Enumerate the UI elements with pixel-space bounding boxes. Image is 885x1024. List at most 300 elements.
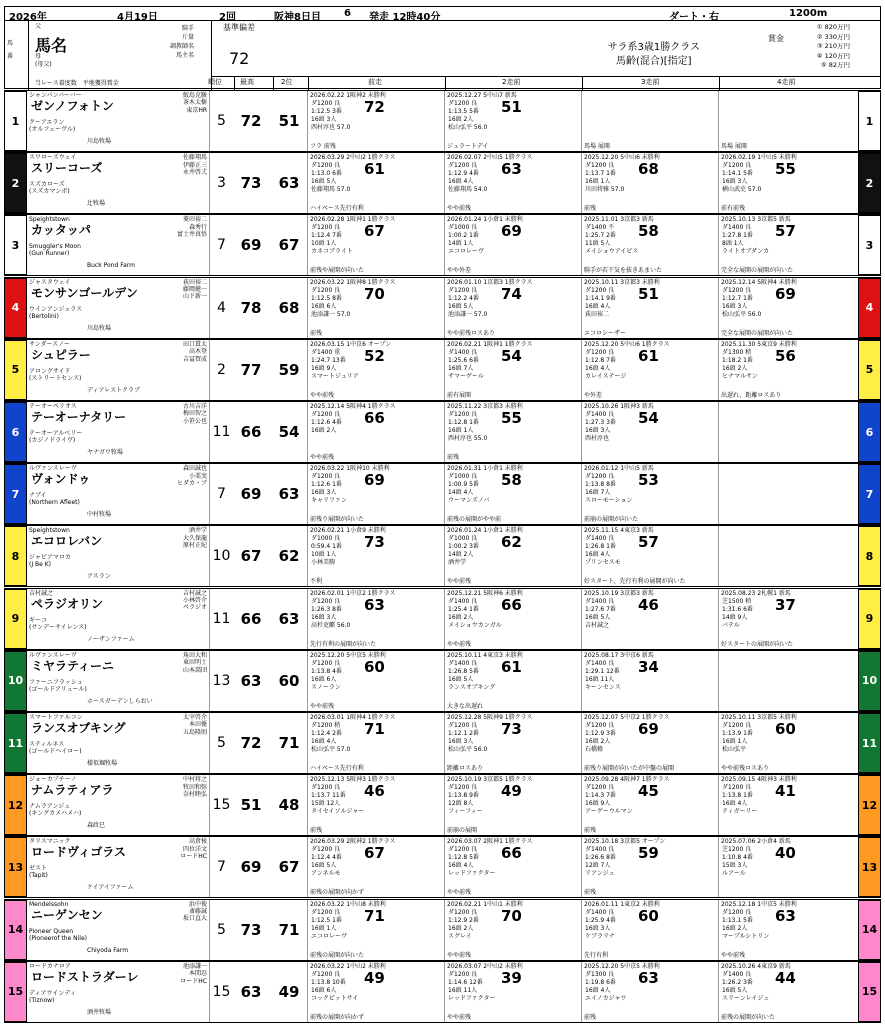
past-race-4[interactable] <box>718 526 855 586</box>
race-line-1: ダ1400 良 <box>585 411 615 418</box>
race-line-4: 松山弘平 56.0 <box>448 124 488 131</box>
race-head: 2025.11.22 3京都3 未勝利 <box>447 403 523 410</box>
horse-row[interactable] <box>4 712 881 774</box>
past-race-1[interactable] <box>307 775 444 835</box>
race-head: 2026.03.07 2中山2 未勝利 <box>447 962 523 970</box>
race-line-2: 1:25.7 2番 <box>585 232 616 240</box>
race-comment: やや外差 <box>447 267 472 275</box>
breeder-name: ディアレストクラブ <box>87 386 140 394</box>
sire-name: Mendelssohn <box>29 900 69 908</box>
past-race-2[interactable] <box>444 526 581 586</box>
past-race-3[interactable] <box>581 900 718 960</box>
dam-name: ウインアンジェラス <box>29 305 83 313</box>
race-score: 54 <box>501 346 522 365</box>
gate-number-right: 14 <box>858 900 881 960</box>
race-line-2: 1:24.7 13番 <box>311 356 346 364</box>
race-score: 49 <box>501 782 522 801</box>
base-value: 72 <box>229 49 250 68</box>
horse-row[interactable] <box>4 588 881 650</box>
past-race-2[interactable] <box>444 837 581 897</box>
past-race-3[interactable] <box>581 215 718 275</box>
race-head: 2026.02.01 1中京2 1勝クラス <box>310 589 396 597</box>
race-comment: やや前残ロスあり <box>721 765 770 772</box>
race-comment: や外差 <box>584 391 603 399</box>
breeder-name: ケイアイファーム <box>87 884 134 892</box>
race-line-4: 横山武史 57.0 <box>722 186 762 194</box>
past-race-2[interactable] <box>444 651 581 711</box>
past-race-3[interactable] <box>581 340 718 400</box>
horse-row[interactable] <box>4 525 881 587</box>
dam-name: アロングサイド <box>29 367 71 375</box>
horse-name[interactable]: ロードストラダーレ <box>31 969 139 984</box>
race-line-3: 16頭 1人 <box>585 178 611 186</box>
race-line-3: 16頭 5人 <box>311 178 337 186</box>
gate-number-right: 11 <box>858 713 881 773</box>
past-race-1[interactable] <box>307 713 444 773</box>
race-score: 53 <box>638 471 659 490</box>
horse-row[interactable] <box>4 836 881 898</box>
horse-row[interactable] <box>4 277 881 339</box>
race-line-3: 16頭 6人 <box>311 986 337 994</box>
race-line-1: ダ1400 不 <box>585 224 615 232</box>
label-damsire: (母父) <box>35 61 52 68</box>
race-line-4: アンネルモ <box>311 870 341 878</box>
race-comment: 前残 <box>310 329 323 337</box>
horse-info <box>27 775 210 835</box>
rank-value: 13 <box>212 672 231 689</box>
horse-info <box>27 900 210 960</box>
race-line-1: ダ1300 良 <box>585 970 615 978</box>
race-head: 2026.01.24 1小倉1 未勝利 <box>447 527 523 535</box>
dam-name: Smuggler's Moon <box>29 243 81 251</box>
best-score: 72 <box>240 112 262 130</box>
past-race-1[interactable] <box>307 589 444 649</box>
past-race-2[interactable] <box>444 340 581 400</box>
race-line-3: 15頭 12人 <box>311 800 341 808</box>
second-score: 59 <box>278 360 300 379</box>
past-race-2[interactable] <box>444 900 581 960</box>
best-score: 66 <box>240 423 262 441</box>
past-race-1[interactable] <box>307 91 444 151</box>
race-line-3: 14頭 9人 <box>722 613 748 621</box>
race-line-1: ダ1200 良 <box>311 970 341 978</box>
past-race-4[interactable] <box>718 775 855 835</box>
past-race-1[interactable] <box>307 464 444 524</box>
past-race-2[interactable] <box>444 153 581 213</box>
race-line-3: 16頭 4人 <box>585 364 611 372</box>
gate-number-right: 2 <box>858 153 881 213</box>
race-line-4: ウーマンズノバ <box>448 497 490 505</box>
race-score: 63 <box>638 968 659 987</box>
race-line-3: 16頭 7人 <box>585 489 611 497</box>
past-race-3[interactable] <box>581 837 718 897</box>
race-line-1: ダ1200 良 <box>311 162 341 170</box>
race-score: 73 <box>364 533 385 552</box>
horse-name[interactable]: ロードヴィゴラス <box>31 845 126 860</box>
past-race-2[interactable] <box>444 464 581 524</box>
horse-name[interactable]: モンサンゴールデン <box>31 285 138 300</box>
rank-value: 5 <box>217 921 226 938</box>
past-race-1[interactable] <box>307 526 444 586</box>
race-score: 66 <box>501 844 522 863</box>
race-comment: 前残 <box>310 827 323 835</box>
race-head: 2025.10.18 3京都5 オープン <box>584 838 666 846</box>
race-line-2: 1:12.4 2番 <box>311 730 342 737</box>
horse-info <box>27 464 210 524</box>
damsire-name: (Bertolini) <box>29 312 59 320</box>
race-line-4: 佐藤翔馬 54.0 <box>448 186 488 194</box>
prize-label: 賞金 <box>768 34 784 43</box>
past-race-4[interactable] <box>718 651 855 711</box>
dam-name: ナブイ <box>29 492 47 500</box>
race-head: 2026.03.22 1阪神10 未勝利 <box>310 465 390 473</box>
past-race-4[interactable] <box>718 402 855 462</box>
past-race-3[interactable] <box>581 153 718 213</box>
horse-name[interactable]: エコロレバン <box>31 534 103 549</box>
race-line-4: 高杉吏麒 56.0 <box>311 621 351 629</box>
horse-name[interactable]: ランスオブキング <box>31 721 126 735</box>
horse-name[interactable]: ヴォンドゥ <box>31 472 91 487</box>
past-race-4[interactable] <box>718 91 855 151</box>
past-race-3[interactable] <box>581 713 718 773</box>
race-score: 61 <box>638 346 659 365</box>
race-comment: 前残 <box>584 827 597 835</box>
race-line-2: 1:25.4 1番 <box>448 605 479 613</box>
past-race-1[interactable] <box>307 900 444 960</box>
race-comment: 馬場 展開 <box>584 143 610 150</box>
jockey-block: 古川吉洋 梅田智之 小笹公也 <box>182 403 207 425</box>
race-line-3: 16頭 7人 <box>448 364 474 372</box>
past-race-3[interactable] <box>581 402 718 462</box>
horse-row[interactable] <box>4 90 881 152</box>
race-line-2: 1:13.8 8番 <box>585 481 616 489</box>
sire-name: Speightstown <box>29 527 70 535</box>
horse-name[interactable]: ゼンノフォトン <box>31 99 114 113</box>
past-race-4[interactable] <box>718 340 855 400</box>
second-score: 67 <box>278 236 300 255</box>
breeder-name: Buck Pond Farm <box>87 262 135 270</box>
race-score: 57 <box>775 222 796 241</box>
race-score: 55 <box>501 409 522 427</box>
past-race-4[interactable] <box>718 837 855 897</box>
race-line-2: 1:13.8 10番 <box>311 978 346 986</box>
race-line-1: ダ1200 良 <box>311 784 341 792</box>
race-comment: 前有展開 <box>447 391 472 399</box>
breeder-name: 川島牧場 <box>87 324 112 332</box>
past-race-1[interactable] <box>307 651 444 711</box>
race-line-2: 1:26.8 1番 <box>585 543 616 551</box>
horse-row[interactable] <box>4 401 881 463</box>
race-line-3: 16頭 2人 <box>448 924 474 932</box>
sire-name: テーオーペリオス <box>29 403 77 410</box>
past-race-1[interactable] <box>307 278 444 338</box>
past-race-2[interactable] <box>444 589 581 649</box>
gate-number-left: 6 <box>4 402 27 462</box>
race-line-2: 1:12.2 4番 <box>448 294 479 302</box>
race-line-4: 酒井学 <box>448 559 467 567</box>
jockey-block: 池添謙一 本間忍 ロードHC <box>180 962 207 985</box>
race-line-3: 16頭 11人 <box>448 986 478 994</box>
second-score: 63 <box>278 174 300 193</box>
race-line-4: スローモーション <box>585 497 633 505</box>
horse-row[interactable] <box>4 214 881 276</box>
race-line-1: ダ1200 良 <box>448 286 478 294</box>
race-track: ダート・右 <box>669 12 719 23</box>
past-race-4[interactable] <box>718 713 855 773</box>
race-head: 2025.11.01 3京都3 新馬 <box>584 216 654 224</box>
race-line-4: 池添謙一 57.0 <box>448 310 488 318</box>
race-comment: 大きな出遅れ <box>447 702 484 710</box>
race-score: 49 <box>364 968 385 987</box>
damsire-name: (サンデーサイレンス) <box>29 623 87 631</box>
sire-name: シャンパンバーバー <box>29 92 82 99</box>
race-line-3: 14頭 4人 <box>448 489 474 497</box>
race-score: 58 <box>501 471 522 490</box>
past-race-3[interactable] <box>581 464 718 524</box>
race-head: 2025.12.13 5阪神3 1勝クラス <box>310 776 396 784</box>
past-race-3[interactable] <box>581 91 718 151</box>
race-line-4: サマーゲール <box>448 372 484 380</box>
past-race-1[interactable] <box>307 402 444 462</box>
race-head: 2025.12.20 5中山6 未勝利 <box>584 154 660 162</box>
race-line-1: 芝1200 良 <box>722 846 752 854</box>
dam-name: スティルネス <box>29 741 65 748</box>
best-score: 73 <box>240 920 262 939</box>
race-line-2: 1:14.3 7番 <box>585 792 616 800</box>
race-line-4: 小林美駒 <box>311 559 336 567</box>
horse-name[interactable]: ペラジオリン <box>31 596 104 611</box>
horse-row[interactable] <box>4 961 881 1023</box>
past-race-4[interactable] <box>718 153 855 213</box>
past-race-4[interactable] <box>718 215 855 275</box>
horse-row[interactable] <box>4 152 881 214</box>
race-title-row <box>5 7 880 21</box>
horse-info <box>27 962 210 1022</box>
label-jockey: 騎手 斤量 調教師名 馬主名 <box>170 25 195 59</box>
race-line-3: 16頭 1人 <box>311 924 337 932</box>
horse-name[interactable]: ミヤラティーニ <box>31 658 115 673</box>
jockey-block: 佐藤翔馬 伊藤正三 永井啓弍 <box>182 154 207 176</box>
past-race-2[interactable] <box>444 962 581 1022</box>
race-score: 60 <box>638 906 659 925</box>
race-line-4: 松山弘平 56.0 <box>722 310 762 318</box>
horse-row[interactable] <box>4 339 881 401</box>
race-line-1: ダ1200 良 <box>585 162 615 170</box>
second-score: 51 <box>278 112 300 130</box>
race-line-1: ダ1000 良 <box>448 224 478 232</box>
race-comment: 前崩の展開が向いた <box>584 516 639 524</box>
race-line-3: 10頭 1人 <box>311 240 337 248</box>
past-race-2[interactable] <box>444 402 581 462</box>
race-score: 61 <box>364 160 385 179</box>
race-score: 62 <box>501 533 522 552</box>
race-line-3: 16頭 2人 <box>448 613 474 621</box>
race-line-1: ダ1200 良 <box>448 846 478 854</box>
race-line-2: 1:18.2 1番 <box>722 356 753 364</box>
past-race-1[interactable] <box>307 215 444 275</box>
race-head: 2025.10.11 4東京3 未勝利 <box>447 651 523 659</box>
dam-name: テーオーアルベリー <box>29 430 83 437</box>
race-line-2: 1:27.8 1番 <box>722 232 753 240</box>
second-score: 63 <box>278 609 300 628</box>
race-line-4: レッドファクター <box>448 870 496 878</box>
horse-info <box>27 278 210 338</box>
race-header <box>4 6 881 89</box>
race-line-3: 14頭 2人 <box>448 551 474 559</box>
gate-number-left: 2 <box>4 153 27 213</box>
race-score: 60 <box>364 657 385 676</box>
prize-list: ① 820万円 ② 330万円 ③ 210万円 ④ 120万円 ⑤ 82万円 <box>816 23 850 70</box>
damsire-name: (Northern Afleet) <box>29 499 80 507</box>
race-line-1: ダ1200 稍 <box>311 722 341 729</box>
horse-name[interactable]: シュピラー <box>31 347 91 362</box>
race-line-2: 1:12.8 1番 <box>448 419 479 426</box>
race-line-1: ダ1200 良 <box>585 722 615 729</box>
past-race-3[interactable] <box>581 651 718 711</box>
past-race-2[interactable] <box>444 278 581 338</box>
past-races <box>307 713 857 773</box>
race-line-1: ダ1200 良 <box>311 659 341 667</box>
race-line-1: ダ1400 良 <box>722 224 752 232</box>
damsire-name: (Pioneerof the Nile) <box>29 934 87 942</box>
horse-name[interactable]: スリーコーズ <box>31 161 103 176</box>
past-race-2[interactable] <box>444 215 581 275</box>
horse-name[interactable]: ナムラティアラ <box>31 783 114 798</box>
gate-number-left: 13 <box>4 837 27 897</box>
race-comment: やや前残ロスあり <box>447 329 496 337</box>
race-line-4: ティガーリー <box>722 808 758 816</box>
past-race-1[interactable] <box>307 153 444 213</box>
gate-number-right: 3 <box>858 215 881 275</box>
race-comment: 前残 <box>584 1013 597 1021</box>
past-race-2[interactable] <box>444 91 581 151</box>
horse-info <box>27 526 210 586</box>
race-score: 69 <box>638 720 659 738</box>
horse-row[interactable] <box>4 463 881 525</box>
race-line-2: 1:26.8 5番 <box>448 667 479 675</box>
race-line-1: ダ1200 良 <box>448 722 478 729</box>
past-race-4[interactable] <box>718 589 855 649</box>
horse-row[interactable] <box>4 650 881 712</box>
damsire-name: (オルフェーヴル) <box>29 126 76 133</box>
race-line-3: 16頭 4人 <box>585 551 611 559</box>
rank-value: 7 <box>217 486 226 503</box>
past-race-3[interactable] <box>581 526 718 586</box>
breeder-name: ノーザンファーム <box>87 635 135 643</box>
horse-row[interactable] <box>4 774 881 836</box>
horse-name[interactable]: カッタッパ <box>31 223 91 238</box>
race-head: 2026.03.22 1阪神8 1勝クラス <box>310 278 396 286</box>
sire-name: ロードカナロア <box>29 962 71 970</box>
jockey-block: 太宰啓介 本田優 五島隆則 <box>182 714 207 736</box>
gate-number-right: 12 <box>858 775 881 835</box>
gate-number-left: 7 <box>4 464 27 524</box>
race-line-2: 1:13.7 11番 <box>311 792 346 800</box>
second-score: 54 <box>278 423 300 441</box>
race-head: 2025.12.20 5中山6 1勝クラス <box>584 340 670 348</box>
race-line-2: 1:13.0 6番 <box>311 170 342 178</box>
gate-number-left: 1 <box>4 91 27 151</box>
dam-name: スズカローズ <box>29 181 65 189</box>
race-comment: やや前残 <box>447 578 472 586</box>
past-race-1[interactable] <box>307 962 444 1022</box>
past-races <box>307 464 857 524</box>
race-line-2: 1:13.9 1番 <box>722 730 753 737</box>
race-line-1: ダ1200 良 <box>448 784 478 792</box>
race-score: 44 <box>775 968 796 987</box>
gate-number-left: 3 <box>4 215 27 275</box>
race-line-3: 12頭 7人 <box>585 862 611 870</box>
race-line-1: ダ1000 良 <box>448 535 478 543</box>
race-line-1: ダ1400 重 <box>311 348 341 356</box>
race-head: 2026.01.31 1小倉1 未勝利 <box>447 465 523 473</box>
past-race-3[interactable] <box>581 589 718 649</box>
race-line-4: カネコブライト <box>311 248 353 256</box>
race-score: 59 <box>638 844 659 863</box>
race-head: 2026.02.07 2中山5 1勝クラス <box>447 154 533 162</box>
past-race-4[interactable] <box>718 464 855 524</box>
best-score: 63 <box>240 671 262 690</box>
race-line-4: キャリファン <box>311 497 347 505</box>
race-line-2: 1:13.5 5番 <box>448 108 479 115</box>
race-line-1: ダ1200 良 <box>311 100 341 107</box>
dam-name: ディアウインディ <box>29 989 76 997</box>
race-score: 34 <box>638 657 659 676</box>
race-comment: 前残の展開が向いた <box>310 951 365 959</box>
race-score: 45 <box>638 782 659 801</box>
past-race-1[interactable] <box>307 837 444 897</box>
past-race-3[interactable] <box>581 775 718 835</box>
gate-number-right: 13 <box>858 837 881 897</box>
rank-value: 15 <box>212 983 231 1000</box>
damsire-name: (Tiznow) <box>29 996 55 1004</box>
race-head: 2026.03.15 1中京6 オープン <box>310 340 392 348</box>
race-line-4: コックピットサイ <box>311 994 359 1002</box>
horse-name[interactable]: ニーゲンセン <box>31 907 103 922</box>
past-race-2[interactable] <box>444 775 581 835</box>
damsire-name: (キングカメハメハ) <box>29 810 82 818</box>
breeder-name: ヤナガワ牧場 <box>87 449 123 456</box>
past-race-2[interactable] <box>444 713 581 773</box>
past-race-1[interactable] <box>307 340 444 400</box>
past-race-4[interactable] <box>718 962 855 1022</box>
race-line-4: エコロレーヴ <box>311 932 348 940</box>
race-line-1: ダ1200 良 <box>722 162 752 170</box>
race-head: 2025.11.15 4東京3 新馬 <box>584 527 654 535</box>
race-comment: 騎手が若干気を抜きあまいた <box>584 267 663 275</box>
gate-number-left: 10 <box>4 651 27 711</box>
race-line-3: 16頭 2人 <box>448 116 474 123</box>
race-line-3: 16頭 4人 <box>585 986 611 994</box>
past-races <box>307 340 857 400</box>
race-score: 40 <box>775 844 796 863</box>
past-race-4[interactable] <box>718 900 855 960</box>
gate-number-right: 6 <box>858 402 881 462</box>
gate-number-right: 8 <box>858 526 881 586</box>
race-head: 2025.12.21 5阪神6 未勝利 <box>447 589 523 597</box>
race-head: 2025.08.23 2札幌1 新馬 <box>721 589 791 597</box>
race-line-1: ダ1200 良 <box>722 784 752 792</box>
race-head: 2026.01.10 1京都3 1勝クラス <box>447 278 533 286</box>
race-line-3: 12頭 8人 <box>448 800 474 808</box>
race-score: 73 <box>501 720 522 738</box>
past-race-4[interactable] <box>718 278 855 338</box>
horse-row[interactable] <box>4 899 881 961</box>
race-score: 63 <box>501 160 522 179</box>
horse-name[interactable]: テーオーナタリー <box>31 410 127 424</box>
past-race-3[interactable] <box>581 962 718 1022</box>
past-race-3[interactable] <box>581 278 718 338</box>
